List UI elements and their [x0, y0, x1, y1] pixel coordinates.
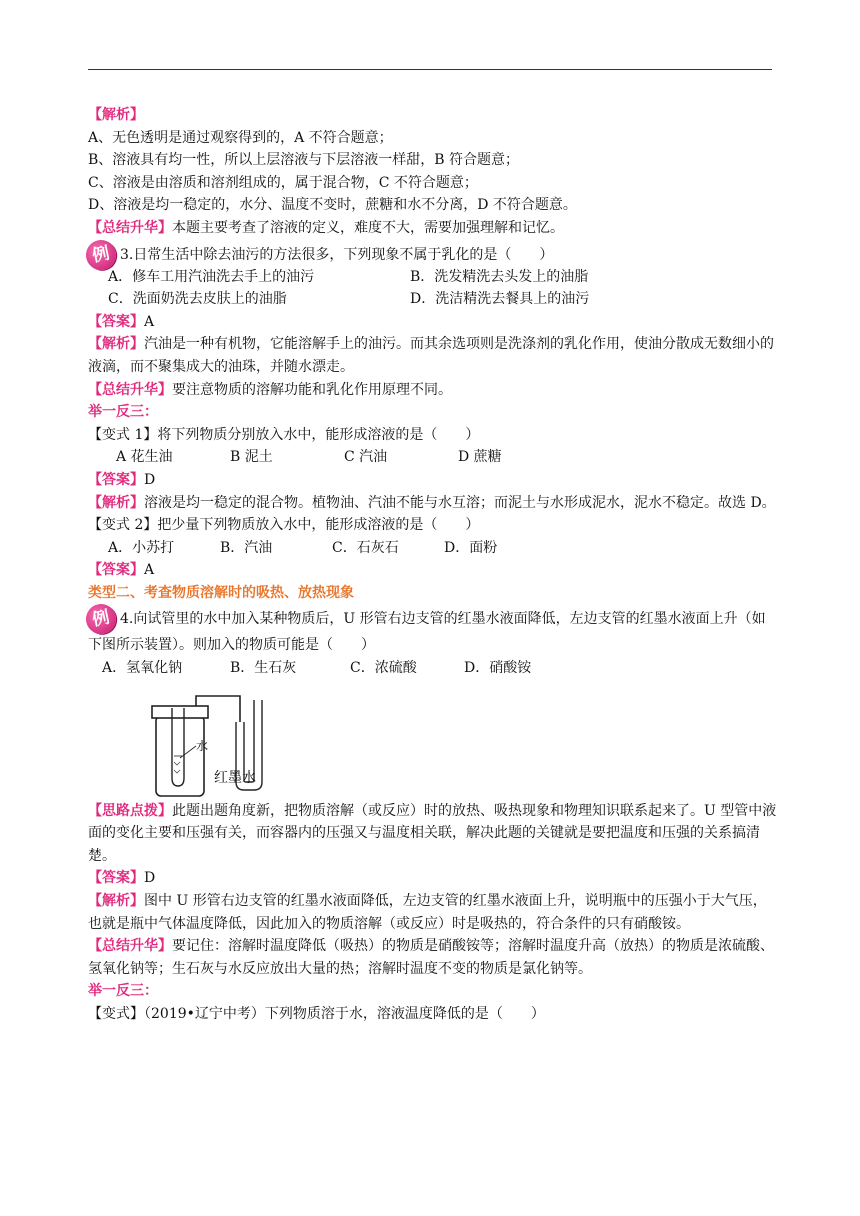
analysis-line-a: A、无色透明是通过观察得到的，A 不符合题意；	[88, 129, 393, 146]
q3-options-row1	[88, 266, 778, 289]
analysis-line-b: B、溶液具有均一性，所以上层溶液与下层溶液一样甜，B 符合题意；	[88, 152, 520, 169]
v1-option-a: A 花生油	[116, 449, 173, 466]
v1-option-b: B 泥土	[230, 449, 273, 466]
v1-options	[88, 446, 778, 469]
analysis-tag: 【解析】	[88, 336, 144, 353]
q3-summary-text: 要注意物质的溶解功能和乳化作用原理不同。	[172, 381, 452, 398]
document-body	[88, 104, 778, 1026]
v1-option-d: D 蔗糖	[458, 449, 502, 466]
analysis-tag: 【解析】	[88, 107, 144, 123]
q3-analysis	[88, 333, 778, 378]
q4-answer-value: D	[144, 870, 156, 887]
q4-summary	[88, 935, 778, 980]
q3-summary	[88, 379, 778, 402]
summary-1	[88, 217, 778, 240]
q3-stem: 3.日常生活中除去油污的方法很多，下列现象不属于乳化的是（ ）	[120, 246, 554, 263]
summary-tag: 【总结升华】	[88, 219, 172, 236]
practice-heading-1	[88, 401, 778, 424]
fig-label-water: 水	[196, 738, 209, 753]
header-rule	[88, 69, 772, 70]
q3-answer-value: A	[144, 313, 155, 330]
v2-option-a: A．小苏打	[108, 539, 175, 556]
v2-options	[88, 537, 778, 560]
practice-heading-2	[88, 980, 778, 1003]
example-badge-icon: 例	[83, 237, 119, 273]
q3-option-d: D．洗洁精洗去餐具上的油污	[410, 291, 590, 308]
answer-tag: 【答案】	[88, 562, 144, 579]
analysis-line-d: D、溶液是均一稳定的，水分、温度不变时，蔗糖和水不分离，D 不符合题意。	[88, 197, 577, 214]
q4-summary-text: 要记住：溶解时温度降低（吸热）的物质是硝酸铵等；溶解时温度升高（放热）的物质是浓硫酸、氢氧化钠等；生石灰与水反应放出大量的热；溶解时温度不变的物质是氯化钠等。	[88, 938, 774, 977]
q4-stem: 4.向试管里的水中加入某种物质后，U 形管右边支管的红墨水液面降低，左边支管的红墨水液面上升（如下图所示装置）。则加入的物质可能是（ ）	[88, 611, 766, 654]
v2-stem: 【变式 2】把少量下列物质放入水中，能形成溶液的是（ ）	[88, 517, 480, 534]
q4-stem-block	[88, 604, 778, 657]
q4-option-a: A．氢氧化钠	[102, 660, 183, 677]
v2-answer	[88, 559, 778, 582]
q4-analysis	[88, 890, 778, 935]
q4-option-d: D．硝酸铵	[464, 660, 532, 677]
answer-tag: 【答案】	[88, 870, 144, 887]
v1-stem: 【变式 1】将下列物质分别放入水中，能形成溶液的是（ ）	[88, 426, 480, 443]
q4-hint	[88, 800, 778, 868]
analysis-line-c: C、溶液是由溶质和溶剂组成的，属于混合物，C 不符合题意；	[88, 174, 478, 191]
summary-tag: 【总结升华】	[88, 381, 172, 398]
apparatus-diagram	[132, 686, 332, 806]
v1-answer-value: D	[144, 471, 156, 488]
example-badge-icon: 例	[83, 602, 119, 638]
answer-tag: 【答案】	[88, 313, 144, 330]
v1-option-c: C 汽油	[344, 449, 388, 466]
summary-tag: 【总结升华】	[88, 938, 172, 955]
v1-analysis-text: 溶液是均一稳定的混合物。植物油、汽油不能与水互溶；而泥土与水形成泥水，泥水不稳定。故选 D。	[144, 494, 776, 511]
hint-tag: 【思路点拨】	[88, 802, 172, 819]
analysis-heading	[88, 104, 778, 127]
analysis-tag: 【解析】	[88, 893, 144, 910]
v1-analysis	[88, 492, 778, 515]
q3-stem-line	[88, 240, 778, 266]
q4-option-c: C．浓硫酸	[350, 660, 417, 677]
q4-options	[88, 657, 778, 680]
analysis-tag: 【解析】	[88, 494, 144, 511]
q3-options-row2	[88, 288, 778, 311]
q3-option-a: A．修车工用汽油洗去手上的油污	[108, 268, 315, 285]
q3-analysis-text: 汽油是一种有机物，它能溶解手上的油污。而其余选项则是洗涤剂的乳化作用，使油分散成无数细小的液滴，而不聚集成大的油珠，并随水漂走。	[88, 336, 774, 375]
q4-hint-text: 此题出题角度新，把物质溶解（或反应）时的放热、吸热现象和物理知识联系起来了。U 型管中液面的变化主要和压强有关，而容器内的压强又与温度相关联，解决此题的关键就是要把温度和压强的关系搞清楚。	[88, 802, 777, 864]
v2-option-d: D．面粉	[444, 539, 498, 556]
v1-answer	[88, 469, 778, 492]
v2-answer-value: A	[144, 562, 155, 579]
apparatus-figure	[88, 680, 778, 800]
practice-tag: 举一反三：	[88, 983, 158, 1000]
v2-option-c: C．石灰石	[332, 539, 399, 556]
fig-label-ink: 红墨水	[214, 769, 256, 786]
v2-option-b: B．汽油	[220, 539, 273, 556]
answer-tag: 【答案】	[88, 471, 144, 488]
q3-option-b: B．洗发精洗去头发上的油脂	[410, 268, 589, 285]
q4-answer	[88, 867, 778, 890]
summary-text: 本题主要考查了溶液的定义，难度不大，需要加强理解和记忆。	[172, 219, 564, 236]
q4-option-b: B．生石灰	[230, 660, 297, 677]
section-type2-title: 类型二、考查物质溶解时的吸热、放热现象	[88, 584, 354, 601]
q3-option-c: C．洗面奶洗去皮肤上的油脂	[108, 291, 287, 308]
practice-tag: 举一反三：	[88, 404, 158, 421]
v3-stem: 【变式】（2019•辽宁中考）下列物质溶于水，溶液温度降低的是（ ）	[88, 1006, 545, 1022]
q3-answer	[88, 311, 778, 334]
q4-analysis-text: 图中 U 形管右边支管的红墨水液面降低，左边支管的红墨水液面上升，说明瓶中的压强小于大气压，也就是瓶中气体温度降低，因此加入的物质溶解（或反应）时是吸热的，符合条件的只有硝酸铵。	[88, 893, 767, 932]
